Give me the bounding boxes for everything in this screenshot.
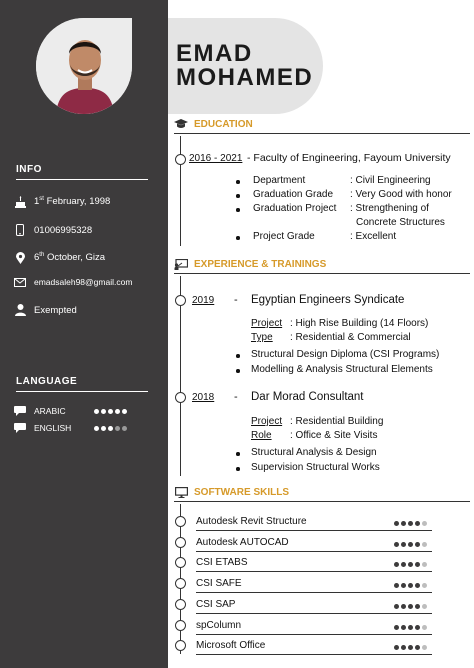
rating-dot [422,604,427,609]
language-level-arabic [94,409,127,414]
email-address: emadsaleh98@gmail.com [34,277,133,287]
skill-underline [196,592,432,593]
exp-org: Dar Morad Consultant [251,391,364,403]
timeline-node [175,537,186,548]
edu-value: : Strengthening of [350,203,429,214]
envelope-icon [14,276,26,288]
rating-dot [408,542,413,547]
rating-dot [108,426,113,431]
rating-dot [422,562,427,567]
rating-dot [408,521,413,526]
location-pin-icon [14,252,26,264]
sidebar [0,0,168,668]
rating-dot [408,583,413,588]
skill-level [394,521,427,526]
rating-dot [394,562,399,567]
exp-bullet: Structural Analysis & Design [251,447,377,458]
edu-label: Project Grade [253,231,315,242]
education-heading: EDUCATION [174,118,470,134]
exp-key: Type [251,332,273,343]
monitor-icon [174,486,188,498]
birthdate-row: 1st February, 1998 [14,196,110,208]
language-item-english: ENGLISH [14,423,127,433]
edu-label: Department [253,175,306,186]
exp-value: : Residential & Commercial [290,332,411,343]
education-years: 2016 - 2021 [189,153,243,164]
experience-timeline [180,276,181,476]
timeline-node [175,640,186,651]
rating-dot [408,645,413,650]
skill-name: Autodesk Revit Structure [196,516,307,527]
cake-icon [14,196,26,208]
address-row: 6th October, Giza [14,252,105,264]
experience-heading: EXPERIENCE & TRAININGS [174,258,470,274]
rating-dot [415,583,420,588]
education-title: - Faculty of Engineering, Fayoum University [247,152,451,164]
language-heading: LANGUAGE [16,376,148,392]
edu-label: Graduation Project [253,203,337,214]
skill-name: CSI SAP [196,598,236,610]
speech-bubble-icon [14,423,26,433]
edu-value: : Very Good with honor [350,189,452,200]
skill-name: Microsoft Office [196,640,266,652]
rating-dot [408,625,413,630]
rating-dot [108,409,113,414]
exp-bullet: Modelling & Analysis Structural Elements [251,364,433,375]
first-name: EMAD [176,40,253,67]
graduation-cap-icon [174,118,188,130]
rating-dot [401,583,406,588]
rating-dot [394,625,399,630]
skill-name: CSI SAFE [196,578,242,590]
skill-underline [196,530,432,531]
phone-number: 01006995328 [34,224,93,236]
rating-dot [401,562,406,567]
last-name: MOHAMED [176,64,314,91]
rating-dot [415,604,420,609]
skill-underline [196,551,432,552]
skill-underline [196,613,432,614]
exp-org: Egyptian Engineers Syndicate [251,294,405,306]
rating-dot [401,521,406,526]
rating-dot [394,645,399,650]
edu-value: : Excellent [350,231,397,242]
rating-dot [401,625,406,630]
language-item-arabic: ARABIC [14,406,127,416]
skill-level [394,645,427,650]
skill-underline [196,634,432,635]
exp-value: : High Rise Building (14 Floors) [290,318,429,329]
exp-year: 2018 [192,392,215,403]
rating-dot [394,583,399,588]
timeline-node [175,392,186,403]
timeline-node [175,295,186,306]
exp-bullet: Structural Design Diploma (CSI Programs) [251,349,440,360]
skill-name: Autodesk AUTOCAD [196,536,289,548]
rating-dot [94,426,99,431]
person-icon [14,304,26,316]
exp-value: : Office & Site Visits [290,430,378,441]
rating-dot [408,562,413,567]
military-status: Exempted [34,304,77,316]
rating-dot [408,604,413,609]
rating-dot [401,645,406,650]
skill-underline [196,654,432,655]
rating-dot [115,409,120,414]
edu-value-cont: Concrete Structures [356,217,445,228]
rating-dot [422,542,427,547]
skill-underline [196,571,432,572]
edu-label: Graduation Grade [253,189,334,200]
skills-heading: SOFTWARE SKILLS [174,486,470,502]
exp-value: : Residential Building [290,416,384,427]
rating-dot [101,426,106,431]
exp-key: Project [251,416,283,427]
skill-level [394,542,427,547]
rating-dot [101,409,106,414]
email-row [14,276,132,288]
rating-dot [394,604,399,609]
skill-level [394,604,427,609]
speech-bubble-icon [14,406,26,416]
rating-dot [394,542,399,547]
skill-name: spColumn [196,619,242,631]
timeline-node [175,557,186,568]
timeline-node [175,154,186,165]
skill-level [394,625,427,630]
rating-dot [415,521,420,526]
skill-level [394,562,427,567]
rating-dot [122,426,127,431]
exp-bullet: Supervision Structural Works [251,462,380,473]
rating-dot [415,562,420,567]
timeline-node [175,620,186,631]
rating-dot [401,542,406,547]
mobile-phone-icon [14,224,26,236]
phone-row [14,224,92,236]
military-row [14,304,77,316]
rating-dot [115,426,120,431]
rating-dot [394,521,399,526]
edu-value: : Civil Engineering [350,175,431,186]
exp-year: 2019 [192,295,215,306]
rating-dot [422,645,427,650]
rating-dot [415,645,420,650]
rating-dot [415,625,420,630]
presentation-board-icon [174,258,188,270]
rating-dot [415,542,420,547]
language-level-english [94,426,127,431]
skill-level [394,583,427,588]
timeline-node [175,516,186,527]
profile-photo [36,18,132,114]
rating-dot [401,604,406,609]
timeline-node [175,599,186,610]
exp-key: Project [251,318,283,329]
rating-dot [422,625,427,630]
education-timeline [180,136,181,246]
info-heading: INFO [16,164,148,180]
rating-dot [422,583,427,588]
exp-key: Role [251,430,272,441]
timeline-node [175,578,186,589]
rating-dot [422,521,427,526]
person-portrait [54,28,116,114]
rating-dot [94,409,99,414]
skill-name: CSI ETABS [196,557,248,569]
rating-dot [122,409,127,414]
